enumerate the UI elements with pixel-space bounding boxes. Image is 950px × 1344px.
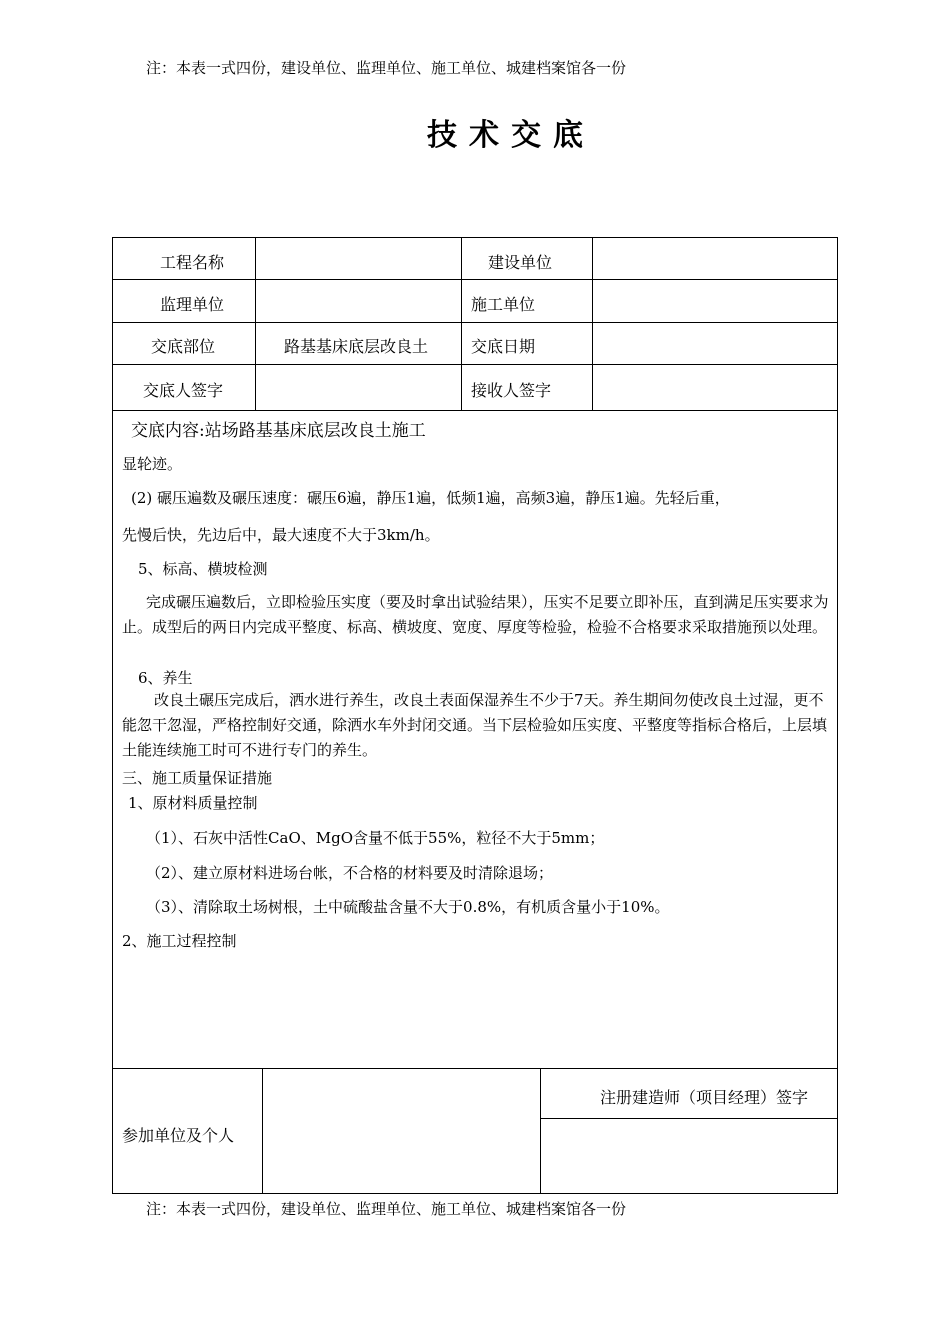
project-name-value[interactable] (262, 250, 452, 270)
handover-date-label: 交底日期 (471, 337, 536, 356)
row-divider (112, 279, 838, 280)
project-name-label: 工程名称 (160, 253, 225, 272)
column-divider (461, 237, 462, 410)
handover-signature-value[interactable] (262, 378, 452, 398)
content-heading: 交底内容:站场路基基床底层改良土施工 (131, 421, 426, 441)
row-divider (540, 1118, 838, 1119)
content-line: (2) 碾压遍数及碾压速度：碾压6遍，静压1遍，低频1遍，高频3遍，静压1遍。先轻后重， (131, 489, 730, 507)
content-line: （3）、清除取土场树根，土中硫酸盐含量不大于0.8%，有机质含量小于10%。 (146, 898, 670, 916)
row-divider (112, 322, 838, 323)
content-line: （1）、石灰中活性CaO、MgO含量不低于55%，粒径不大于5mm； (146, 829, 605, 847)
receiver-signature-value[interactable] (600, 378, 830, 398)
note-bottom: 注：本表一式四份，建设单位、监理单位、施工单位、城建档案馆各一份 (146, 1200, 627, 1218)
row-divider (112, 410, 838, 411)
supervision-unit-value[interactable] (262, 292, 452, 312)
signature-label: 注册建造师（项目经理）签字 (600, 1088, 809, 1107)
content-subheading: 2、施工过程控制 (122, 932, 237, 950)
content-subheading: 1、原材料质量控制 (128, 794, 258, 812)
handover-signature-label: 交底人签字 (143, 381, 224, 400)
handover-part-value: 路基基床底层改良土 (284, 337, 429, 356)
content-line: 显轮迹。 (122, 455, 183, 473)
handover-part-label: 交底部位 (151, 337, 216, 356)
construction-unit-value[interactable] (600, 250, 830, 270)
content-line: 先慢后快，先边后中，最大速度不大于3km/h。 (122, 526, 440, 544)
content-paragraph: 完成碾压遍数后，立即检验压实度（要及时拿出试验结果），压实不足要立即补压，直到满足压实要求为止。成型后的两日内完成平整度、标高、横坡度、宽度、厚度等检验，检验不合格要求采取措施预以处理。 (122, 593, 829, 636)
note-top: 注：本表一式四份，建设单位、监理单位、施工单位、城建档案馆各一份 (146, 59, 627, 77)
handover-date-value[interactable] (600, 334, 830, 354)
page-title: 技术交底 (427, 118, 595, 153)
receiver-signature-label: 接收人签字 (471, 381, 552, 400)
participants-area[interactable] (270, 1076, 532, 1186)
participants-label: 参加单位及个人 (122, 1126, 235, 1145)
builder-unit-value[interactable] (600, 292, 830, 312)
content-line: （2）、建立原材料进场台帐，不合格的材料要及时清除退场； (146, 864, 554, 882)
column-divider (540, 1068, 541, 1194)
column-divider (255, 237, 256, 410)
signature-area[interactable] (548, 1125, 830, 1185)
row-divider (112, 1068, 838, 1069)
column-divider (262, 1068, 263, 1194)
column-divider (592, 237, 593, 410)
supervision-unit-label: 监理单位 (160, 295, 225, 314)
construction-unit-label: 建设单位 (488, 253, 553, 272)
content-subheading: 6、养生 (138, 669, 193, 687)
row-divider (112, 364, 838, 365)
content-subheading: 5、标高、横坡检测 (138, 560, 268, 578)
content-paragraph: 改良土碾压完成后，洒水进行养生，改良土表面保湿养生不少于7天。养生期间勿使改良土过湿，更不能忽干忽湿，严格控制好交通，除洒水车外封闭交通。当下层检验如压实度、平整度等指标合格后，上层填土能连续施工时可不进行专门的养生。 (122, 691, 828, 759)
content-section-heading: 三、施工质量保证措施 (122, 769, 273, 787)
builder-unit-label: 施工单位 (471, 295, 536, 314)
